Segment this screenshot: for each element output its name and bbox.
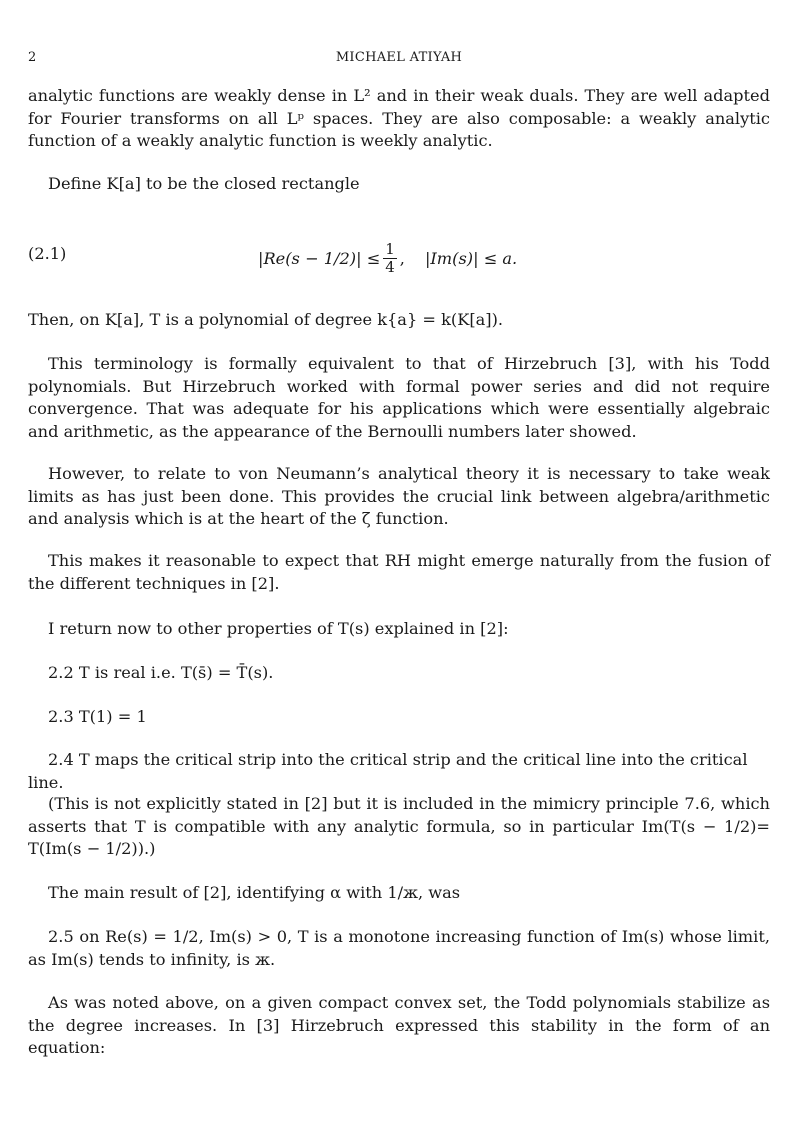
equation-2-1 xyxy=(28,232,770,284)
paragraph-todd-stability: As was noted above, on a given compact convex set, the Todd polynomials stabilize as the degree increases. In [3] Hirzebruch expressed this stability in the form of an equation: xyxy=(28,993,770,1058)
paragraph-rh-fusion: This makes it reasonable to expect that RH might emerge naturally from the fusion of the different techniques in [2]. xyxy=(28,551,770,593)
paragraph-define-rectangle: Define K[a] to be the closed rectangle xyxy=(48,174,360,193)
page-number: 2 xyxy=(28,50,37,65)
equation-fraction xyxy=(383,241,397,276)
running-head: MICHAEL ATIYAH xyxy=(335,50,463,65)
equation-number: (2.1) xyxy=(28,244,67,263)
paragraph-hirzebruch: This terminology is formally equivalent to that of Hirzebruch [3], with his Todd polynomials. But Hirzebruch worked with formal power series and did not require convergence. That was adequate for his applications which were essentially algebraic and arithmetic, as the appearance of the Bernoulli numbers later showed. xyxy=(28,354,770,441)
equation-lhs: |Re(s − 1/2)| ≤ xyxy=(258,248,381,268)
property-2-2: 2.2 T is real i.e. T(s̄) = T̄(s). xyxy=(48,663,274,682)
property-2-3: 2.3 T(1) = 1 xyxy=(48,707,147,726)
paragraph-main-result: The main result of [2], identifying α with 1/ж, was xyxy=(48,883,461,902)
paragraph-properties-intro: I return now to other properties of T(s) explained in [2]: xyxy=(48,619,509,638)
equation-comma: , xyxy=(399,248,405,268)
equation-body xyxy=(258,232,517,284)
paragraph-weak-analytic: analytic functions are weakly dense in L² and in their weak duals. They are well adapted for Fourier transforms on all Lᵖ spaces. They are also composable: a weakly analytic function of a weakly analytic function is weekly analytic. xyxy=(28,86,770,151)
equation-rhs: |Im(s)| ≤ a. xyxy=(424,248,518,268)
property-2-5: 2.5 on Re(s) = 1/2, Im(s) > 0, T is a monotone increasing function of Im(s) whose limit, as Im(s) tends to infinity, is ж. xyxy=(28,927,770,969)
paragraph-polynomial-degree: Then, on K[a], T is a polynomial of degree k{a} = k(K[a]). xyxy=(28,310,504,329)
fraction-numerator: 1 xyxy=(385,239,395,258)
property-2-4: 2.4 T maps the critical strip into the critical strip and the critical line into the critical line. xyxy=(28,750,748,792)
fraction-denominator: 4 xyxy=(385,257,395,276)
page-header xyxy=(28,50,770,70)
paragraph-von-neumann: However, to relate to von Neumann’s analytical theory it is necessary to take weak limits as has just been done. This provides the crucial link between algebra/arithmetic and analysis which is at the heart of the ζ function. xyxy=(28,464,770,529)
paragraph-mimicry-principle: (This is not explicitly stated in [2] but it is included in the mimicry principle 7.6, which asserts that T is compatible with any analytic formula, so in particular Im(T(s − 1/2)= T(Im(s − 1/2)).) xyxy=(28,794,770,859)
